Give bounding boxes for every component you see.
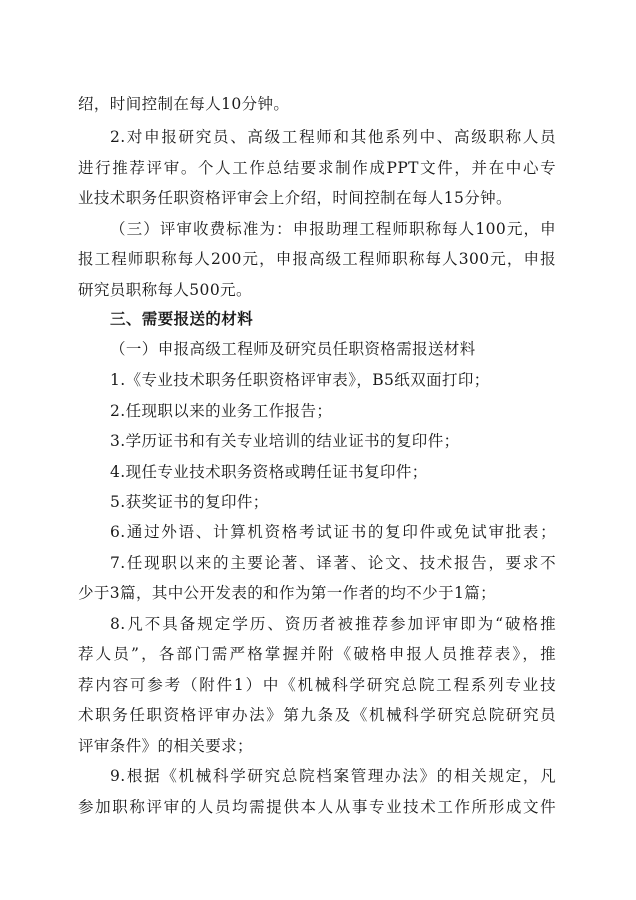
- list-item-1: 1.《专业技术职务任职资格评审表》，B5纸双面打印；: [110, 371, 490, 389]
- list-item-3: 3.学历证书和有关专业培训的结业证书的复印件；: [110, 432, 460, 450]
- list-item-5: 5.获奖证书的复印件；: [110, 493, 269, 511]
- text-line-3: 进行推荐评审。个人工作总结要求制作成PPT文件，并在中心专: [78, 159, 556, 177]
- text-line-5: （三）评审收费标准为：申报助理工程师职称每人100元，申: [110, 220, 556, 238]
- list-item-7: 7.任现职以来的主要论著、译著、论文、技术报告，要求不: [110, 554, 556, 572]
- list-item-8: 8.凡不具备规定学历、资历者被推荐参加评审即为“破格推: [110, 615, 556, 633]
- list-item-9: 9.根据《机械科学研究总院档案管理办法》的相关规定，凡: [110, 767, 556, 785]
- subsection-heading: （一）申报高级工程师及研究员任职资格需报送材料: [110, 340, 476, 358]
- list-item-8-cont-3: 术职务任职资格评审办法》第九条及《机械科学研究总院研究员: [78, 706, 556, 724]
- text-line-7: 研究员职称每人500元。: [78, 281, 252, 299]
- text-line-2: 2.对申报研究员、高级工程师和其他系列中、高级职称人员: [110, 128, 556, 146]
- list-item-6: 6.通过外语、计算机资格考试证书的复印件或免试审批表；: [110, 523, 556, 541]
- list-item-4: 4.现任专业技术职务资格或聘任证书复印件；: [110, 463, 428, 481]
- list-item-2: 2.任现职以来的业务工作报告；: [110, 402, 333, 420]
- text-line-6: 报工程师职称每人200元，申报高级工程师职称每人300元，申报: [78, 250, 556, 268]
- text-line-1: 绍，时间控制在每人10分钟。: [78, 95, 290, 113]
- section-heading: 三、需要报送的材料: [110, 309, 254, 328]
- text-line-4: 业技术职务任职资格评审会上介绍，时间控制在每人15分钟。: [78, 189, 512, 207]
- list-item-9-cont: 参加职称评审的人员均需提供本人从事专业技术工作所形成文件: [78, 798, 556, 816]
- list-item-8-cont-2: 荐内容可参考（附件1）中《机械科学研究总院工程系列专业技: [78, 676, 556, 694]
- list-item-7-cont: 少于3篇，其中公开发表的和作为第一作者的均不少于1篇；: [78, 584, 497, 602]
- list-item-8-cont-4: 评审条件》的相关要求；: [78, 737, 253, 755]
- list-item-8-cont-1: 荐人员”，各部门需严格掌握并附《破格申报人员推荐表》，推: [78, 645, 556, 663]
